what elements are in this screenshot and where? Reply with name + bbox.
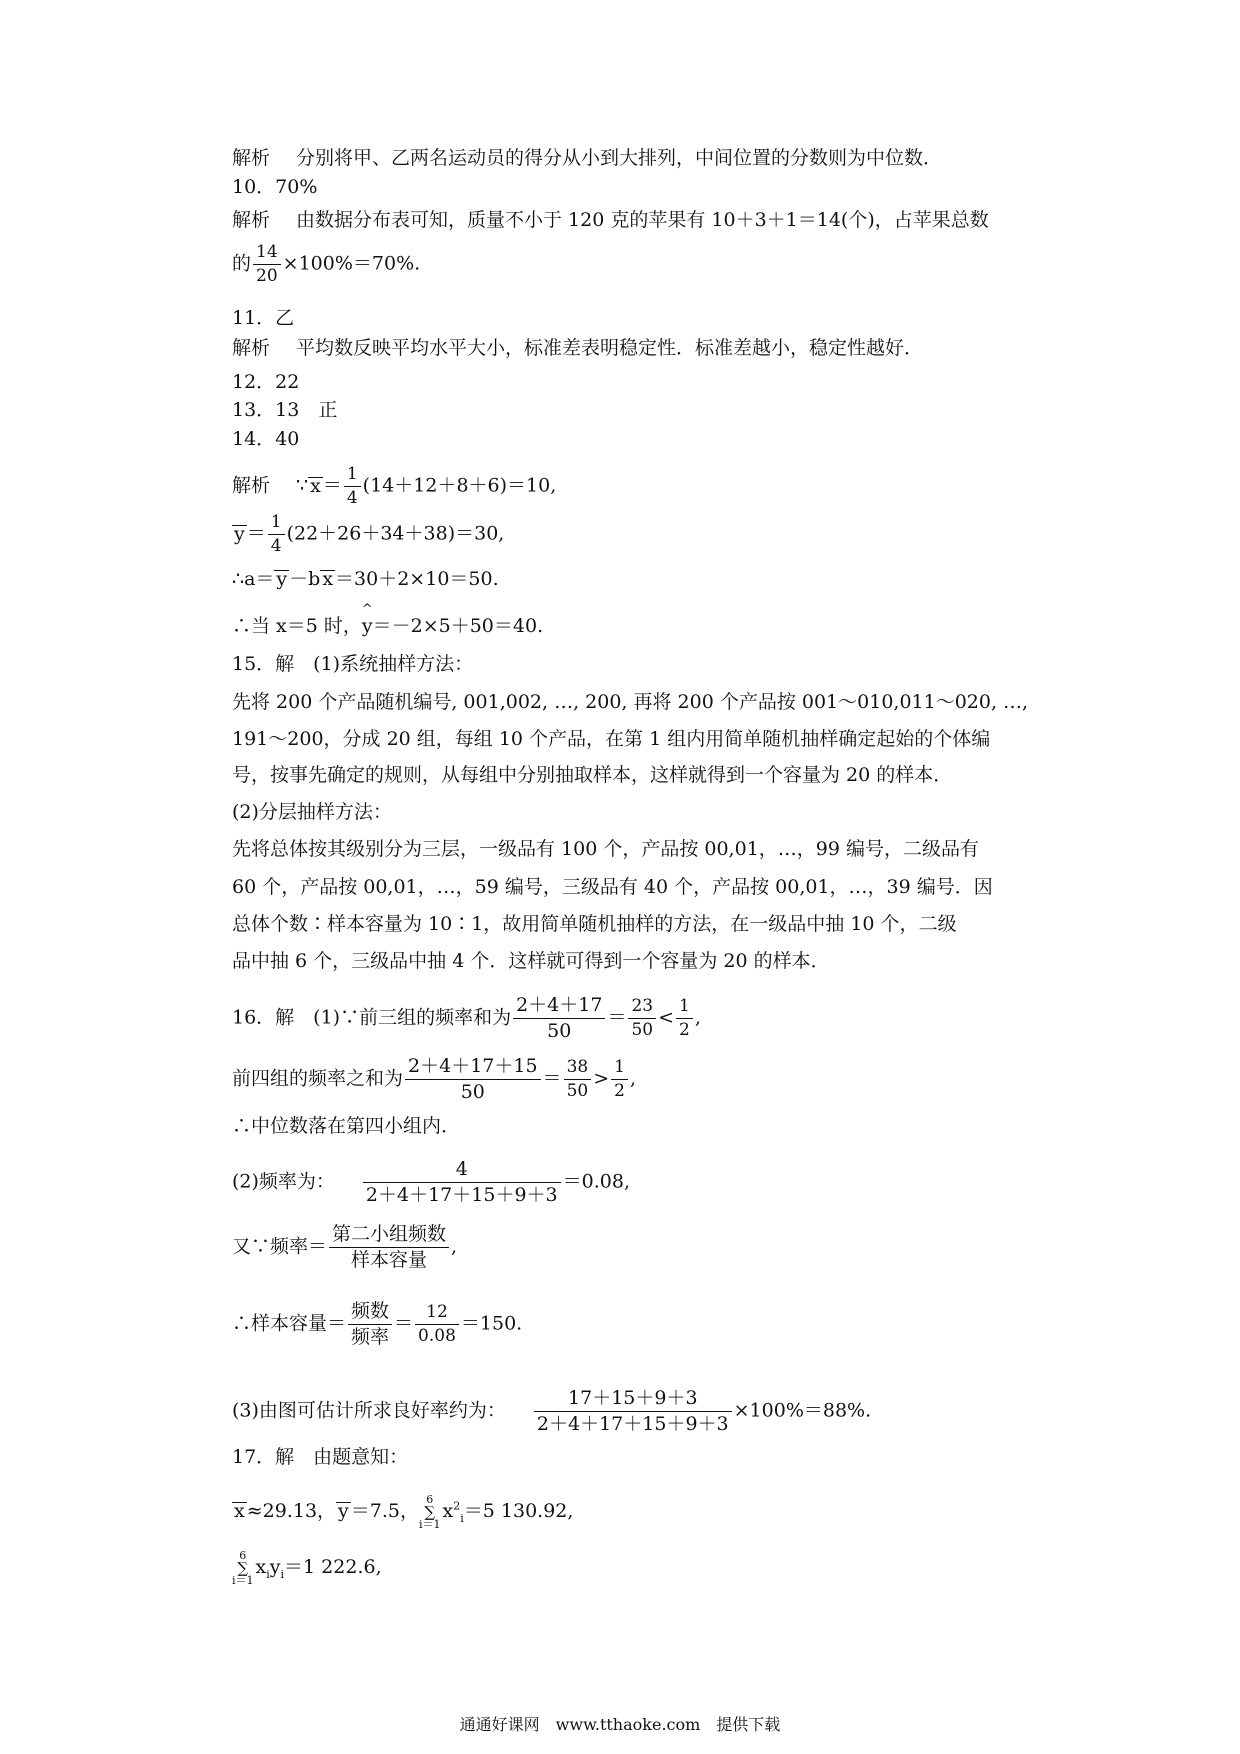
fraction: $\frac{2+4+17}{50}$ (513, 996, 605, 1041)
fraction: $\frac{12}{0.08}$ (415, 1304, 459, 1345)
line-13: ∴当 x＝5 时，^ y＝－2×5＋50＝40. (232, 614, 543, 638)
line-7: 12．22 (232, 371, 300, 393)
sum-symbol: 6 ∑ i＝1 (419, 1493, 441, 1531)
y-bar: y (338, 1500, 349, 1522)
fraction: $\frac{4}{2+4+17+15+9+3}$ (363, 1160, 561, 1205)
y-bar: y (234, 522, 245, 545)
line-30: 17．解 由题意知： (232, 1446, 409, 1468)
line-4: 的 $\frac{14}{20}$ ×100%＝70%. (232, 242, 421, 286)
line-21: 总体个数∶样本容量为 10∶1，故用简单随机抽样的方法，在一级品中抽 10 个，二级 (232, 913, 957, 935)
jiexi-label: 解析 (232, 147, 271, 169)
fraction: $\frac{1}{2}$ (676, 998, 693, 1039)
line-8: 13．13 正 (232, 399, 338, 421)
line-15: 先将 200 个产品随机编号, 001,002, …, 200, 再将 200 个产品按 001～010,011～020, …, (232, 691, 1029, 713)
line-14: 15．解 (1)系统抽样方法： (232, 653, 474, 675)
fraction: $\frac{1}{2}$ (611, 1059, 628, 1100)
fraction: $\frac{\text{频数}}{\text{频率}}$ (348, 1302, 392, 1347)
line-20: 60 个，产品按 00,01，…，59 编号，三级品有 40 个，产品按 00,01，…，39 编号．因 (232, 876, 993, 898)
x-bar: x (322, 568, 334, 590)
line-27: 又∵频率＝ $\frac{\text{第二小组频数}}{\text{样本容量}}$ , (232, 1223, 458, 1271)
sum-symbol: 6 ∑ i＝1 (232, 1549, 254, 1587)
line-23: 16．解 (1)∵前三组的频率和为 $\frac{2+4+17}{50}$ ＝ $\frac{23}{50}$ < $\frac{1}{2}$ , (232, 994, 701, 1042)
y-hat: ^ y (362, 614, 373, 638)
line-31: x ≈29.13， y ＝7.5，6 ∑ $i=1x^2_i=5$ 130.92, (234, 1493, 574, 1531)
line-10: 解析 ∵ x ＝ $\frac{1}{4}$ (14＋12＋8＋6)＝10, (232, 464, 557, 508)
line-3: 解析 由数据分布表可知，质量不小于 120 克的苹果有 10＋3＋1＝14(个)，占苹果总数 (232, 209, 989, 231)
line-32: 6 ∑ $i=1x_iy_i=1$ 222.6, (232, 1549, 382, 1587)
line-1: 解析 分别将甲、乙两名运动员的得分从小到大排列，中间位置的分数则为中位数． (232, 147, 943, 169)
line-24: 前四组的频率之和为 $\frac{2+4+17+15}{50}$ ＝ $\frac{38}{50}$ > $\frac{1}{2}$ , (232, 1055, 636, 1103)
fraction: $\frac{2+4+17+15}{50}$ (405, 1057, 541, 1102)
line-29: (3)由图可估计所求良好率约为： $\frac{17+15+9+3}{2+4+17+15+9+3}$ ×100%＝88%. (232, 1387, 872, 1435)
line-25: ∴中位数落在第四小组内． (232, 1115, 461, 1137)
line-18: (2)分层抽样方法： (232, 801, 392, 823)
fraction: $\frac{38}{50}$ (564, 1059, 592, 1100)
line-5: 11．乙 (232, 307, 295, 329)
x-bar: x (310, 474, 321, 497)
fraction: $\frac{\text{第二小组频数}}{\text{样本容量}}$ (329, 1225, 449, 1270)
line-6: 解析 平均数反映平均水平大小，标准差表明稳定性．标准差越小，稳定性越好． (232, 337, 924, 359)
fraction: $\frac{1}{4}$ (268, 514, 285, 555)
line-19: 先将总体按其级别分为三层，一级品有 100 个，产品按 00,01，…，99 编号，二级品有 (232, 838, 979, 860)
line-2: 10．70% (232, 176, 318, 198)
line-17: 号，按事先确定的规则，从每组中分别抽取样本，这样就得到一个容量为 20 的样本． (232, 764, 953, 786)
line-9: 14．40 (232, 428, 300, 450)
line-26: (2)频率为： $\frac{4}{2+4+17+15+9+3}$ ＝0.08, (232, 1158, 630, 1206)
line-16: 191～200，分成 20 组，每组 10 个产品，在第 1 组内用简单随机抽样确定起始的个体编 (232, 728, 991, 750)
line-22: 品中抽 6 个，三级品中抽 4 个．这样就可得到一个容量为 20 的样本． (232, 950, 830, 972)
fraction: $\frac{1}{4}$ (344, 466, 361, 507)
fraction: $\frac{17+15+9+3}{2+4+17+15+9+3}$ (534, 1389, 732, 1434)
page-footer: 通通好课网 www.tthaoke.com 提供下载 (459, 1715, 781, 1734)
y-bar: y (276, 568, 288, 590)
line-28: ∴样本容量＝ $\frac{\text{频数}}{\text{频率}}$ ＝ $\frac{12}{0.08}$ ＝150. (232, 1300, 523, 1348)
line-11: y ＝ $\frac{1}{4}$ (22＋26＋34＋38)＝30, (234, 512, 505, 556)
fraction: $\frac{23}{50}$ (628, 998, 656, 1039)
x-bar: x (234, 1500, 245, 1522)
line-12: ∴a＝ y －b x ＝30＋2×10＝50. (232, 568, 499, 590)
fraction: $\frac{14}{20}$ (253, 244, 281, 285)
